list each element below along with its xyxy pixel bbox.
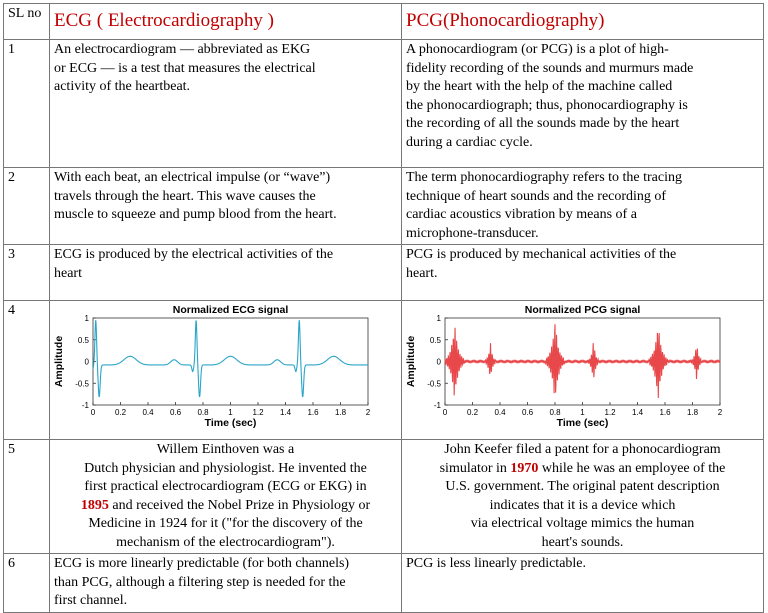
- text-line: PCG is produced by mechanical activities of the: [406, 247, 677, 262]
- x-tick-label: 0: [442, 408, 448, 417]
- y-axis-label: Amplitude: [405, 335, 417, 388]
- x-tick-label: 0.2: [466, 408, 479, 417]
- x-tick-label: 1.2: [252, 408, 264, 417]
- x-tick-label: 0.6: [169, 408, 182, 417]
- text-line: travels through the heart. This wave causes the: [54, 188, 316, 204]
- y-tick-label: -1: [433, 401, 441, 410]
- ecg-column-header: [50, 4, 402, 40]
- text-fragment: and received the Nobel Prize in Physiology or: [108, 497, 371, 513]
- header-row: [4, 4, 764, 40]
- plot-area: [93, 318, 368, 405]
- text-line: cardiac acoustics vibration by means of a: [406, 207, 637, 222]
- year-highlight: 1895: [80, 497, 109, 513]
- pcg-header-text: PCG(Phonocardiography): [406, 10, 605, 31]
- text-line: heart.: [406, 265, 438, 281]
- pcg-cell: [402, 554, 764, 613]
- y-tick-label: 0.5: [77, 335, 89, 345]
- x-tick-label: 1.8: [686, 408, 699, 417]
- y-tick-label: 1: [84, 314, 89, 323]
- text-line: An electrocardiogram — abbreviated as EKG: [54, 42, 311, 57]
- sl-no-header: SL no: [4, 4, 50, 40]
- x-tick-label: 0.4: [494, 408, 506, 417]
- text-line: first channel.: [54, 593, 128, 608]
- y-tick-label: 1: [436, 314, 441, 323]
- text-line: than PCG, although a filtering step is needed for the: [54, 574, 346, 590]
- x-tick-label: 1.4: [279, 408, 292, 417]
- x-tick-label: 1: [228, 408, 233, 417]
- text-line: mechanism of the electrocardiogram").: [116, 534, 335, 550]
- ecg-chart: [50, 301, 393, 438]
- table-row: [4, 168, 764, 245]
- x-tick-label: 1.4: [631, 408, 644, 417]
- x-tick-label: 1.2: [604, 408, 616, 417]
- text-line: A phonocardiogram (or PCG) is a plot of high-: [406, 42, 669, 57]
- comparison-table: [3, 3, 764, 613]
- pcg-cell: [402, 440, 764, 554]
- text-line: microphone-transducer.: [406, 225, 539, 241]
- sl-number: 3: [4, 245, 50, 301]
- x-tick-label: 2: [717, 408, 723, 417]
- text-line: [406, 460, 759, 479]
- text-line: indicates that it is a device which: [489, 497, 676, 513]
- ecg-cell: [50, 168, 402, 245]
- text-fragment: while he was an employee of the: [538, 460, 726, 476]
- pcg-cell: [402, 40, 764, 168]
- text-line: by the heart with the help of the machine called: [406, 79, 673, 94]
- sl-number: 6: [4, 554, 50, 613]
- text-line: first practical electrocardiogram (ECG or EKG) in: [84, 479, 367, 494]
- text-line: The term phonocardiography refers to the tracing: [406, 170, 683, 185]
- year-highlight: 1970: [510, 460, 539, 476]
- text-line: technique of heart sounds and the recording of: [406, 188, 667, 204]
- y-tick-label: -1: [81, 401, 89, 410]
- y-tick-label: -0.5: [75, 379, 89, 389]
- sl-number: 1: [4, 40, 50, 168]
- text-line: [54, 497, 397, 516]
- text-line: or ECG — is a test that measures the electrical: [54, 60, 316, 76]
- x-tick-label: 1.6: [307, 408, 319, 417]
- text-line: Dutch physician and physiologist. He invented the: [84, 460, 367, 476]
- ecg-header-text: ECG ( Electrocardiography ): [54, 10, 274, 31]
- x-tick-label: 1.6: [659, 408, 671, 417]
- ecg-cell: [50, 554, 402, 613]
- pcg-cell: [402, 245, 764, 301]
- ecg-cell: [50, 440, 402, 554]
- table-row: [4, 301, 764, 440]
- text-line: during a cardiac cycle.: [406, 134, 533, 150]
- text-line: U.S. government. The original patent description: [445, 479, 720, 494]
- text-line: fidelity recording of the sounds and murmurs made: [406, 60, 694, 76]
- x-tick-label: 0.6: [521, 408, 534, 417]
- text-line: via electrical voltage mimics the human: [470, 516, 695, 531]
- text-fragment: simulator in: [439, 460, 511, 476]
- ecg-chart-cell: [50, 301, 402, 440]
- pcg-chart-cell: [402, 301, 764, 440]
- text-line: activity of the heartbeat.: [54, 79, 191, 94]
- pcg-cell: [402, 168, 764, 245]
- x-axis-label: Time (sec): [204, 417, 257, 429]
- table-row: [4, 440, 764, 554]
- x-tick-label: 1: [580, 408, 585, 417]
- x-tick-label: 0.4: [142, 408, 154, 417]
- ecg-cell: [50, 245, 402, 301]
- y-tick-label: 0: [84, 357, 89, 367]
- x-tick-label: 0.8: [549, 408, 561, 417]
- table-row: [4, 245, 764, 301]
- text-line: heart: [54, 265, 82, 281]
- sl-number: 5: [4, 440, 50, 554]
- chart-title: Normalized PCG signal: [524, 304, 641, 316]
- pcg-chart: [402, 301, 745, 438]
- x-axis-label: Time (sec): [556, 417, 609, 429]
- y-tick-label: 0: [436, 357, 441, 367]
- text-line: heart's sounds.: [541, 534, 624, 550]
- sl-number: 4: [4, 301, 50, 440]
- text-line: With each beat, an electrical impulse (or “wave”): [54, 170, 331, 185]
- y-tick-label: 0.5: [429, 335, 441, 345]
- y-axis-label: Amplitude: [53, 335, 65, 388]
- text-line: the recording of all the sounds made by the heart: [406, 116, 680, 131]
- text-line: PCG is less linearly predictable.: [406, 556, 587, 571]
- text-line: Willem Einthoven was a: [156, 442, 295, 457]
- text-line: John Keefer filed a patent for a phonocardiogram: [444, 442, 721, 457]
- x-tick-label: 2: [365, 408, 371, 417]
- table-row: [4, 40, 764, 168]
- text-line: the phonocardiograph; thus, phonocardiography is: [406, 97, 688, 113]
- sl-number: 2: [4, 168, 50, 245]
- x-tick-label: 1.8: [334, 408, 347, 417]
- x-tick-label: 0.8: [197, 408, 209, 417]
- pcg-column-header: [402, 4, 764, 40]
- text-line: ECG is produced by the electrical activities of the: [54, 247, 334, 262]
- text-line: Medicine in 1924 for it ("for the discovery of the: [88, 516, 363, 531]
- table-row: [4, 554, 764, 613]
- text-line: muscle to squeeze and pump blood from the heart.: [54, 207, 337, 222]
- x-tick-label: 0: [90, 408, 96, 417]
- chart-title: Normalized ECG signal: [172, 304, 289, 316]
- ecg-cell: [50, 40, 402, 168]
- text-line: ECG is more linearly predictable (for both channels): [54, 556, 350, 571]
- y-tick-label: -0.5: [427, 379, 441, 389]
- x-tick-label: 0.2: [114, 408, 127, 417]
